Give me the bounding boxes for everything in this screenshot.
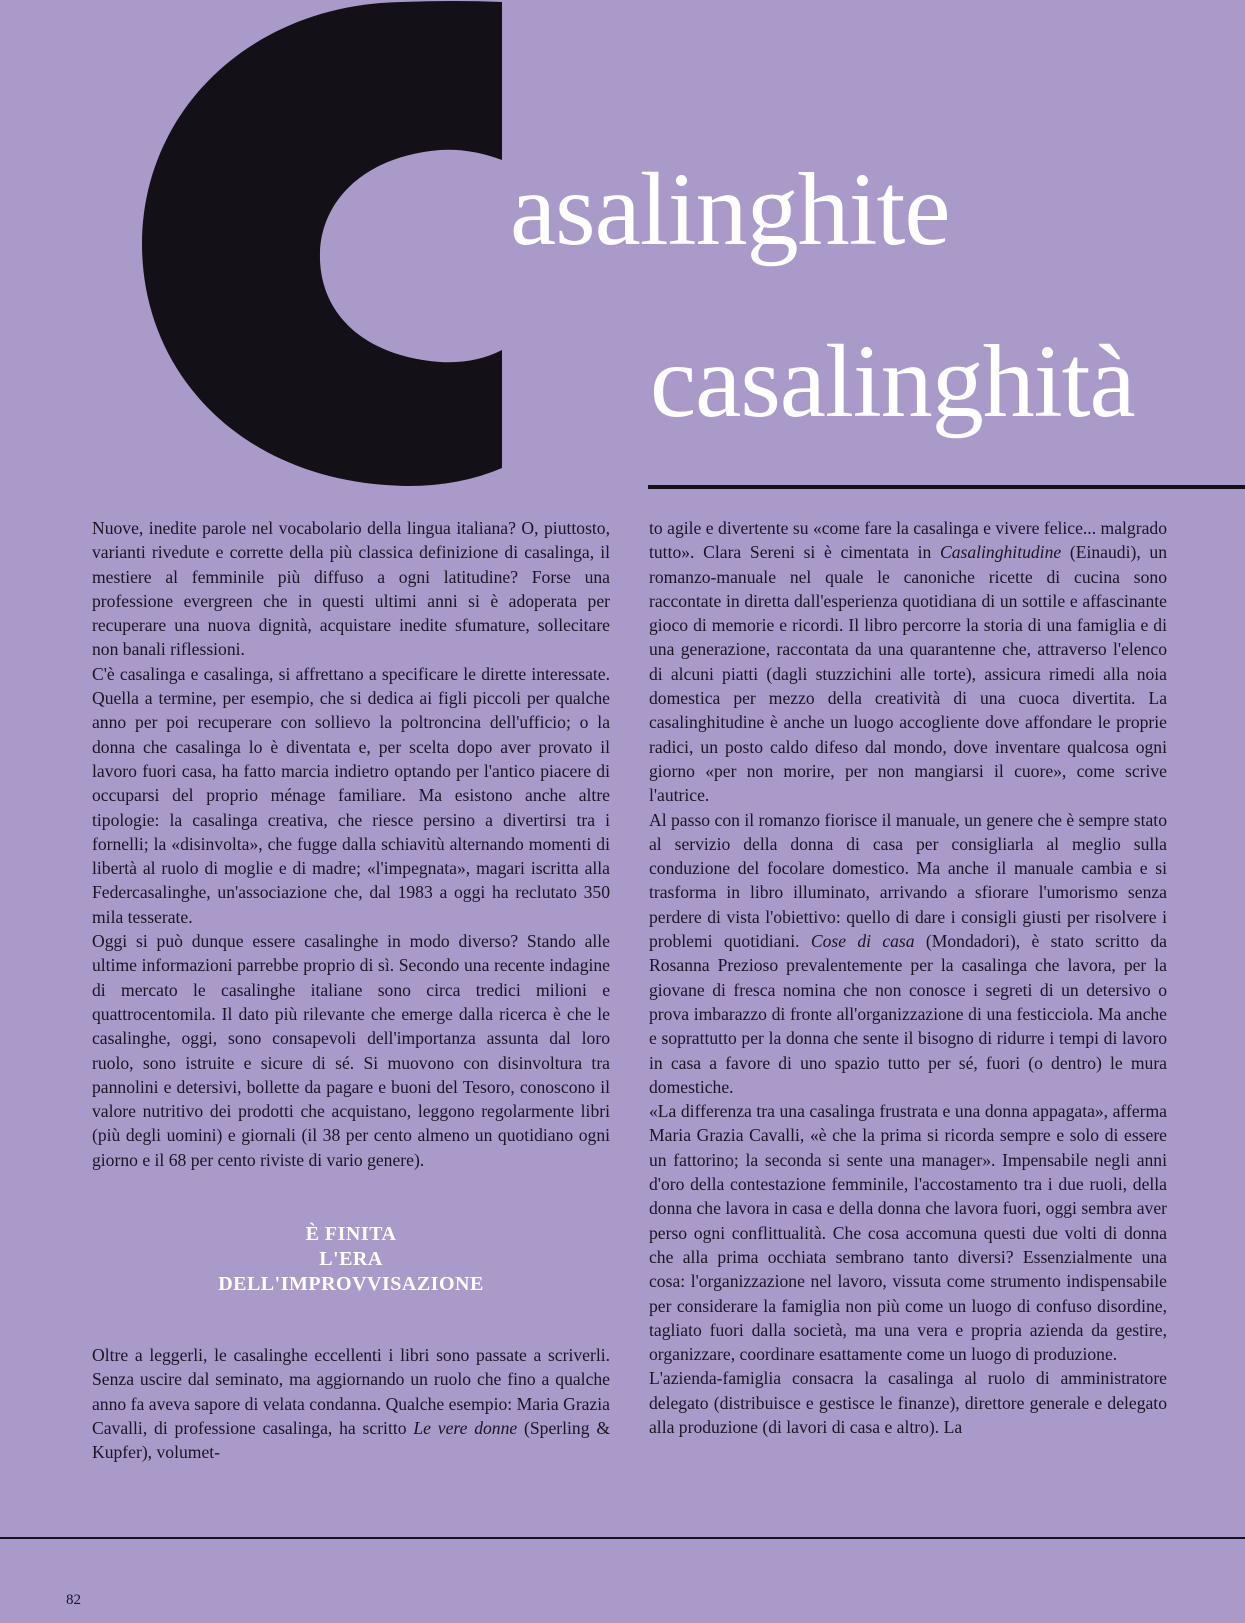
left-column bbox=[92, 516, 610, 1465]
page-number: 82 bbox=[66, 1592, 81, 1608]
text-run: to agile e divertente su «come fare la casalinga e vivere felice... malgrado tutto». Clara Sereni si è cimentata in bbox=[649, 518, 1167, 563]
paragraph: C'è casalinga e casalinga, si affrettano a specificare le dirette interessate. Quella a termine, per esempio, che si dedica ai figli piccoli per qualche anno per poi recuperare con sollievo la poltroncina dell'ufficio; o la donna che casalinga lo è diventata e, per scelta dopo aver provato il lavoro fuori casa, ha fatto marcia indietro optando per l'antico piacere di occuparsi del proprio ménage familiare. Ma esistono anche altre tipologie: la casalinga creativa, che riesce persino a divertirsi tra i fornelli; la «disinvolta», che fugge dalla schiavitù alternando momenti di libertà al ruolo di moglie e di madre; «l'impegnata», magari iscritta alla Federcasalinghe, un'associazione che, dal 1983 a oggi ha reclutato 350 mila tesserate. bbox=[92, 663, 610, 927]
top-rule bbox=[648, 485, 1245, 489]
paragraph bbox=[649, 516, 1167, 808]
title-line-1: asalinghite bbox=[510, 152, 950, 267]
section-subhead bbox=[92, 1222, 610, 1297]
paragraph: L'azienda-famiglia consacra la casalinga al ruolo di amministratore delegato (distribuisce e gestisce le finanze), direttore generale e delegato alla produzione (di lavori di casa e altro). La bbox=[649, 1368, 1167, 1437]
book-title: Cose di casa bbox=[810, 931, 915, 952]
subhead-line: L'ERA bbox=[319, 1248, 383, 1271]
book-title: Casalinghitudine bbox=[939, 542, 1062, 563]
paragraph: Nuove, inedite parole nel vocabolario della lingua italiana? O, piuttosto, varianti rivedute e corrette della più classica definizione di casalinga, il mestiere al femminile più diffuso a ogni latitudine? Forse una professione evergreen che in questi ultimi anni si è adoperata per recuperare una nuova dignità, acquistare inedite sfumature, sollecitare non banali riflessioni. bbox=[92, 518, 610, 660]
paragraph bbox=[92, 1343, 610, 1464]
text-run: Al passo con il romanzo fiorisce il manuale, un genere che è sempre stato al servizio della donna di casa per consigliarla al meglio sulla conduzione del focolare domestico. Ma anche il manuale cambia e si trasforma in libro illuminato, arrivando a sfiorare l'umorismo senza perdere di vista l'obiettivo: quello di dare i consigli giusti per risolvere i problemi quotidiani. bbox=[649, 809, 1167, 952]
paragraph bbox=[649, 808, 1167, 1100]
paragraph: «La differenza tra una casalinga frustrata e una donna appagata», afferma Maria Grazia Cavalli, «è che la prima si ricorda sempre e solo di essere un fattorino; la seconda si sente una manager». Impensabile negli anni d'oro della contestazione femminile, l'accostamento tra i due ruoli, della donna che lavora in casa e della donna che lavora fuori, oggi sembra aver perso ogni conflittualità. Che cosa accomuna questi due volti di donna che alla prima occhiata sembrano tanto diversi? Essenzialmente una cosa: l'organizzazione nel lavoro, vissuta come strumento indispensabile per considerare la famiglia non più come un luogo di confuso disordine, tagliato fuori dalla società, ma una vera e propria azienda da gestire, organizzare, coordinare esattamente come un luogo di produzione. bbox=[649, 1101, 1167, 1365]
dropcap-letter-c bbox=[140, 0, 560, 488]
right-column bbox=[649, 516, 1167, 1439]
bottom-rule bbox=[0, 1537, 1245, 1539]
text-run: (Mondadori), è stato scritto da Rosanna Prezioso prevalentemente per la casalinga che lavora, per la giovane di fresca nomina che non conosce i segreti di un detersivo o prova imbarazzo di fronte all'organizzazione di una festicciola. Ma anche e soprattutto per la donna che sente il bisogno di ridurre i tempi di lavoro in casa a favore di uno spazio tutto per sé, fuori (o dentro) le mura domestiche. bbox=[649, 931, 1167, 1097]
paragraph: Oggi si può dunque essere casalinghe in modo diverso? Stando alle ultime informazioni parrebbe proprio di sì. Secondo una recente indagine di mercato le casalinghe italiane sono circa tredici milioni e quattrocentomila. Il dato più rilevante che emerge dalla ricerca è che le casalinghe, oggi, sono consapevoli dell'importanza assunta dal loro ruolo, sono istruite e sicure di sé. Si muovono con disinvoltura tra pannolini e detersivi, bollette da pagare e buoni del Tesoro, conoscono il valore nutritivo dei prodotti che acquistano, leggono regolarmente libri (più degli uomini) e giornali (il 38 per cento almeno un quotidiano ogni giorno e il 68 per cento riviste di vario genere). bbox=[92, 931, 610, 1170]
subhead-line: È FINITA bbox=[305, 1223, 397, 1246]
subhead-line: DELL'IMPROVVISAZIONE bbox=[218, 1273, 484, 1296]
book-title: Le vere donne bbox=[413, 1417, 518, 1438]
title-line-2: casalinghità bbox=[650, 324, 1135, 439]
text-run: (Einaudi), un romanzo-manuale nel quale le canoniche ricette di cucina sono raccontate in diretta dall'esperienza quotidiana di un sottile e affascinante gioco di memorie e ricordi. Il libro percorre la storia di una famiglia e di una generazione, raccontata da una quarantenne che, attraverso l'elenco di alcuni piatti (dagli stuzzichini alle torte), assicura rimedi alla noia domestica per mezzo della creatività di una cuoca divertita. La casalinghitudine è anche un luogo accogliente dove affondare le proprie radici, un posto caldo difeso dal mondo, dove inventare qualcosa ogni giorno «per non morire, per non mangiarsi il cuore», come scrive l'autrice. bbox=[649, 542, 1168, 806]
text-run: (Sperling & Kupfer), volumet- bbox=[92, 1417, 611, 1463]
text-run: Oltre a leggerli, le casalinghe eccellenti i libri sono passate a scriverli. Senza uscire dal seminato, ma aggiornando un ruolo che fino a qualche anno fa aveva sapore di velata condanna. Qualche esempio: Maria Grazia Cavalli, di professione casalinga, ha scritto bbox=[92, 1345, 610, 1438]
